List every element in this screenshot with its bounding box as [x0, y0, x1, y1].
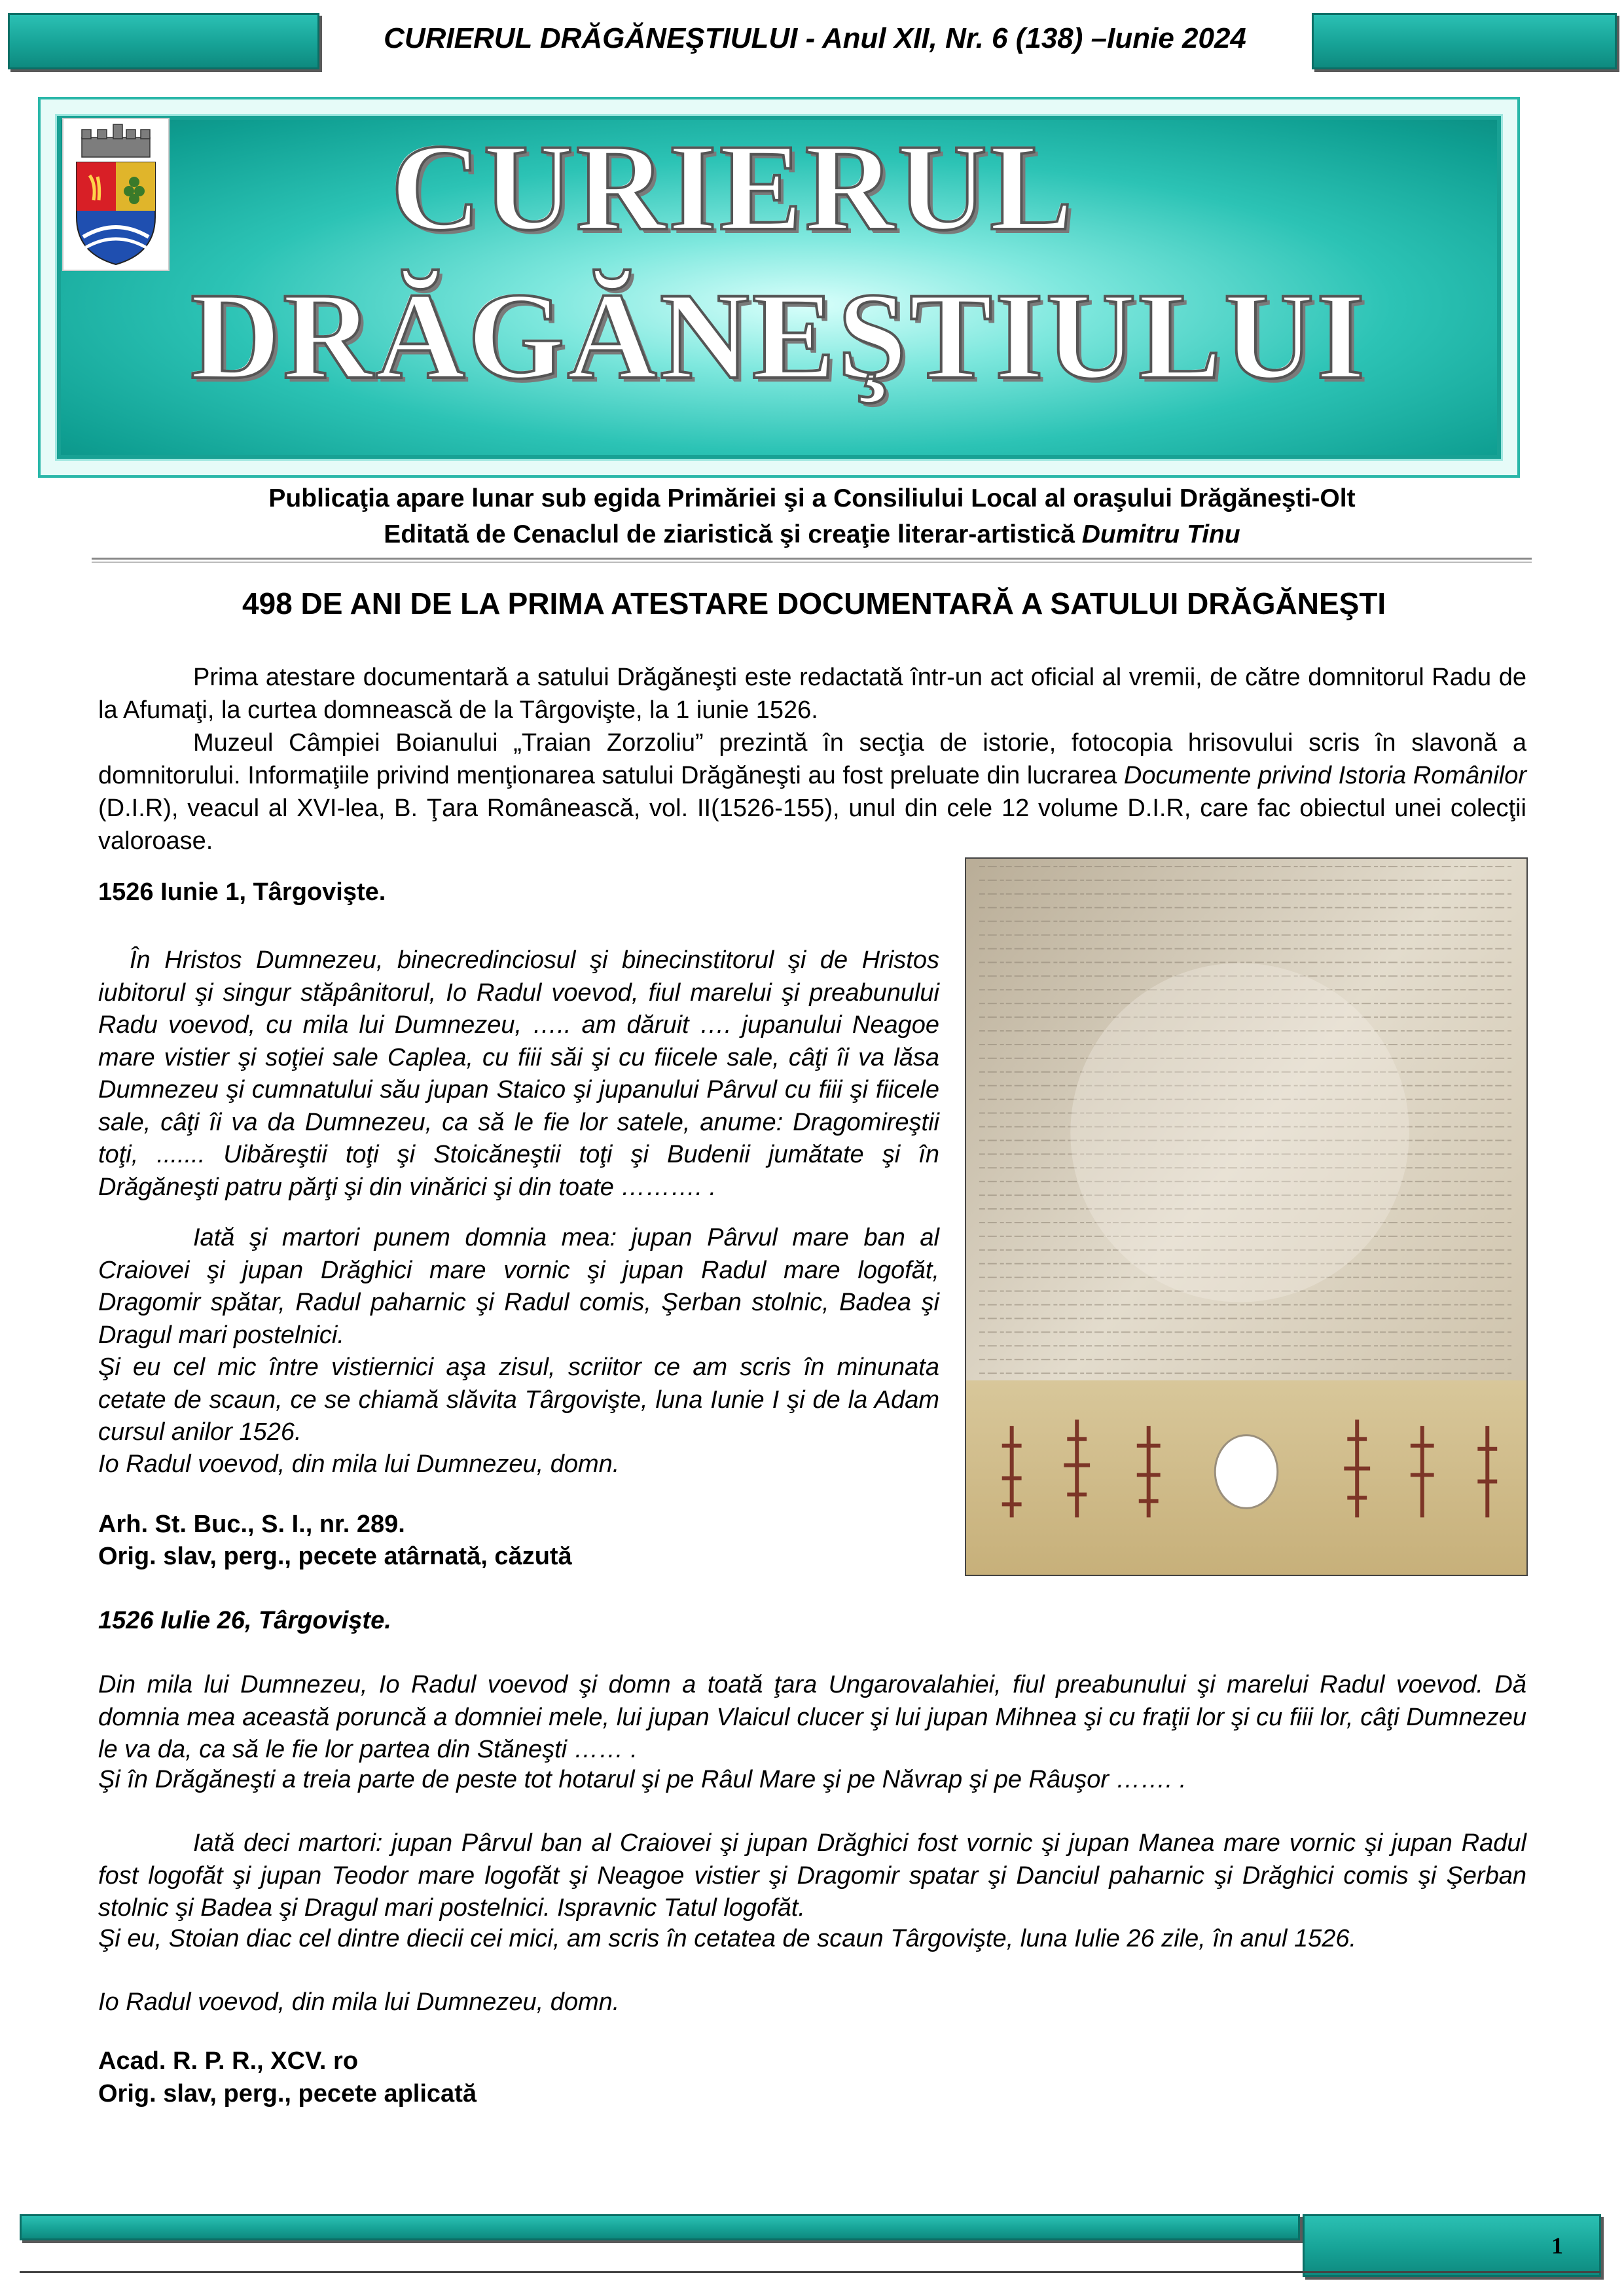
- footer-decor-bar-left: [20, 2214, 1300, 2240]
- running-header: CURIERUL DRĂGĂNEŞTIULUI - Anul XII, Nr. 6 (138) –Iunie 2024: [384, 22, 1246, 54]
- document-1-paragraph: [98, 1222, 939, 1352]
- document-2-paragraph: [98, 1827, 1526, 1925]
- document-2-reference: Orig. slav, perg., pecete aplicată: [98, 2080, 477, 2108]
- editor-name: Dumitru Tinu: [1081, 520, 1240, 548]
- divider: [92, 562, 1532, 563]
- document-1-paragraph: Io Radul voevod, din mila lui Dumnezeu, domn.: [98, 1450, 620, 1478]
- document-1-reference: Orig. slav, perg., pecete atârnată, căzută: [98, 1543, 572, 1570]
- document-1-paragraph: [98, 944, 939, 1204]
- page-number: 1: [1551, 2233, 1563, 2259]
- editor-subtitle: [0, 520, 1624, 549]
- footer-divider: [20, 2271, 1600, 2273]
- document-2-paragraph: Io Radul voevod, din mila lui Dumnezeu, domn.: [98, 1988, 620, 2016]
- cited-work-title: Documente privind Istoria Românilor: [1123, 762, 1526, 789]
- divider: [92, 558, 1532, 560]
- publication-subtitle: Publicaţia apare lunar sub egida Primăriei şi a Consiliului Local al oraşului Drăgăneşti-Olt: [268, 484, 1356, 512]
- document-2-date: 1526 Iulie 26, Târgovişte.: [98, 1607, 391, 1634]
- intro-paragraph-text: (D.I.R), veacul al XVI-lea, B. Ţara Românească, vol. II(1526-155), unul din cele 12 volume D.I.R, care fac obiectul unei colecţii valoroase.: [98, 795, 1526, 855]
- document-1-date: 1526 Iunie 1, Târgovişte.: [98, 878, 386, 906]
- intro-paragraph: [98, 661, 1526, 726]
- intro-paragraph-text: Muzeul Câmpiei Boianului „Traian Zorzoliu” prezintă în secţia de istorie, fotocopia hrisovului scris în slavonă a domnitorului. Informaţiile privind menţionarea satului Drăgăneşti au fost preluate din lucrarea: [98, 729, 1526, 789]
- document-2-paragraph: Din mila lui Dumnezeu, Io Radul voevod şi domn a toată ţara Ungarovalahiei, fiul preabunului şi marelui Radul voevod. Dă domnia mea această poruncă a domniei mele, lui jupan Vlaicul clucer şi lui jupan Mihnea şi cu fraţii lor şi cu fiii lor, câţi Dumnezeu le va da, ca să le fie lor partea din Stăneşti …… .: [98, 1671, 1526, 1763]
- intro-paragraph: [98, 726, 1526, 857]
- article-title: 498 DE ANI DE LA PRIMA ATESTARE DOCUMENTARĂ A SATULUI DRĂGĂNEŞTI: [242, 586, 1386, 620]
- intro-paragraph-text: Prima atestare documentară a satului Drăgăneşti este redactată într-un act oficial al vremii, de către domnitorul Radu de la Afumaţi, la curtea domnească de la Târgovişte, la 1 iunie 1526.: [98, 664, 1526, 724]
- document-2-text: Iată deci martori: jupan Pârvul ban al Craiovei şi jupan Drăghici fost vornic şi jupan Manea mare vornic şi jupan Radul fost logofăt şi jupan Teodor mare logofăt şi Neagoe vistier şi Dragomir spatar şi Danciul paharnic şi Drăghici comis şi Şerban stolnic şi Badea şi Dragul mari postelnici. Ispravnic Tatul logofăt.: [98, 1829, 1526, 1922]
- document-1-text: În Hristos Dumnezeu, binecredinciosul şi binecinstitorul şi de Hristos iubitorul şi singur stăpânitorul, Io Radul voevod, fiul marelui şi preabunului Radu voevod, cu mila lui Dumnezeu, ….. am dăruit …. jupanului Neagoe mare vistier şi soţiei sale Caplea, cu fiii săi şi cu fiicele sale, câţi îi va lăsa Dumnezeu şi cumnatului său jupan Staico şi jupanului Pârvul cu fiii şi fiicele sale, câţi îi va da Dumnezeu, ca să le fie lor satele, anume: Dragomireştii toţi, ....... Uibăreştii toţi şi Stoicăneştii toţi şi Budenii jumătate şi în Drăgăneşti patru părţi şi din vinărici şi din toate ………. .: [98, 946, 939, 1201]
- document-2-paragraph: Şi în Drăgăneşti a treia parte de peste tot hotarul şi pe Râul Mare şi pe Năvrap şi pe Râuşor ……. .: [98, 1766, 1187, 1793]
- document-2-reference: Acad. R. P. R., XCV. ro: [98, 2047, 359, 2075]
- masthead-title-line-2: DRĂGĂNEŞTIULUI: [190, 268, 1367, 405]
- document-2-paragraph: Şi eu, Stoian diac cel dintre diecii cei mici, am scris în cetatea de scaun Târgovişte, luna Iulie 26 zile, în anul 1526.: [98, 1925, 1357, 1952]
- header-decor-bar-right: [1312, 13, 1617, 69]
- masthead-title-line-1: CURIERUL: [391, 119, 1075, 257]
- document-1-paragraph: Şi eu cel mic între vistiernici aşa zisul, scriitor ce am scris în minunata cetate de scaun, ce se chiamă slăvita Târgovişte, luna Iunie I şi de la Adam cursul anilor 1526.: [98, 1354, 939, 1446]
- editor-subtitle-text: Editată de Cenaclul de ziaristică şi creaţie literar-artistică: [384, 520, 1082, 548]
- document-1-reference: Arh. St. Buc., S. I., nr. 289.: [98, 1511, 405, 1538]
- document-1-text: Iată şi martori punem domnia mea: jupan Pârvul mare ban al Craiovei şi jupan Drăghici mare vornic şi jupan Radul mare logofăt, Dragomir spătar, Radul paharnic şi Radul comis, Şerban stolnic, Badea şi Dragul mari postelnici.: [98, 1224, 939, 1349]
- charter-photo: [965, 857, 1528, 1576]
- header-decor-bar-left: [8, 13, 319, 69]
